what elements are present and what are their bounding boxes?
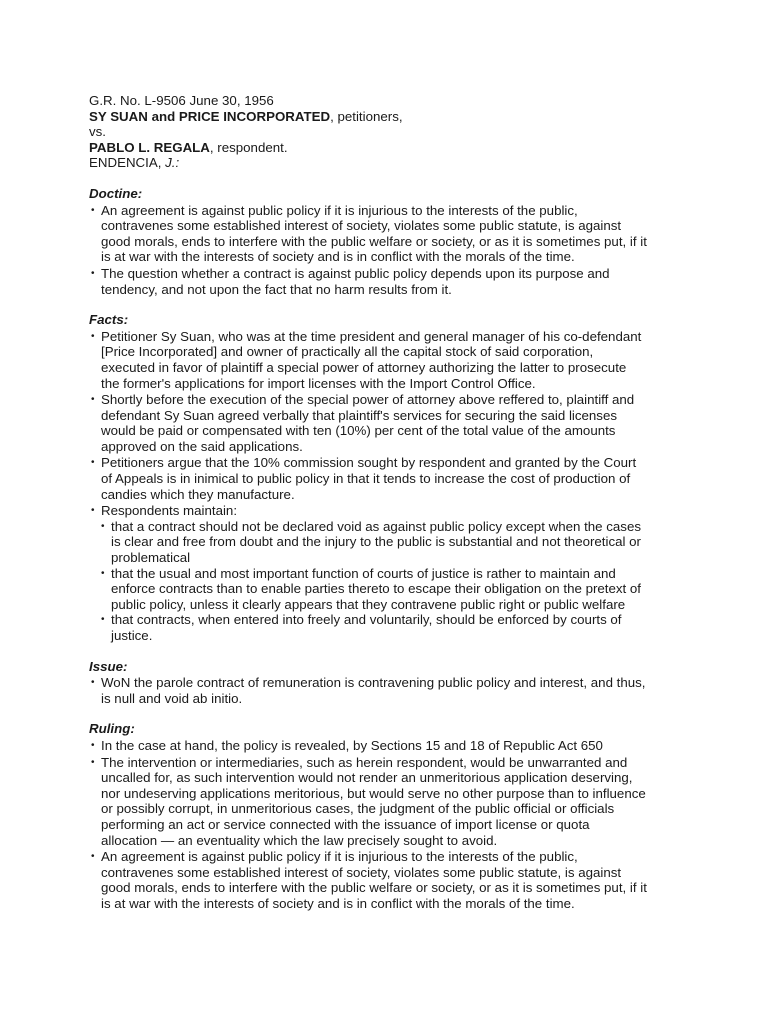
list-item-line: is at war with the interests of society and is in conflict with the morals of the time. [101,249,575,265]
list-item [89,519,689,566]
respondent-name: PABLO L. REGALA [89,139,210,155]
list-item-line: • Petitioners argue that the 10% commission sought by respondent and granted by the Court [101,455,637,471]
doctrine-list [89,203,689,298]
petitioners-name: SY SUAN and PRICE INCORPORATED [89,108,331,124]
list-item-line: • that contracts, when entered into freely and voluntarily, should be enforced by courts of [111,612,622,628]
list-item-line: is at war with the interests of society and is in conflict with the morals of the time. [101,895,575,911]
list-item-line: • that a contract should not be declared void as against public policy except when the cases [111,518,641,534]
list-item-line: • Shortly before the execution of the special power of attorney above reffered to, plaintiff and [101,392,635,408]
list-item [89,566,689,613]
list-item-line: good morals, ends to interfere with the public welfare or society, or as it is sometimes put, if it [101,880,647,896]
list-item-line: • that the usual and most important function of courts of justice is rather to maintain and [111,565,616,581]
list-item [89,755,689,849]
list-item-line: • In the case at hand, the policy is revealed, by Sections 15 and 18 of Republic Act 650 [101,737,603,753]
case-number: G.R. No. L-9506 June 30, 1956 [89,93,274,108]
list-item [89,849,689,911]
doctrine-title: Doctine: [89,185,143,201]
list-item-line: [Price Incorporated] and owner of practically all the capital stock of said corporation, [101,344,594,360]
list-item-line: • Petitioner Sy Suan, who was at the time president and general manager of his co-defendant [101,328,642,344]
petitioners-role: , petitioners, [330,108,403,124]
list-item [89,503,689,519]
petitioners-line [89,109,689,125]
list-item-line: performing an act or service connected with the issuance of import license or quota [101,816,590,832]
ponente-suffix: J.: [161,155,180,171]
list-item [89,203,689,265]
document-page [89,93,689,912]
list-item-line: • The question whether a contract is against public policy depends upon its purpose and [101,265,610,281]
list-item-line: • WoN the parole contract of remuneration is contravening public policy and interest, and thus, [101,675,646,691]
list-item [89,329,689,391]
list-item-line: approved on the said applications. [101,438,303,454]
facts-list [89,329,689,519]
list-item-line: or possibly corrupt, in unmeritorious cases, the judgment of the public official or officials [101,801,615,817]
ruling-title: Ruling: [89,721,135,737]
list-item-line: is clear and free from doubt and the injury to the public is substantial and not theoretical or [111,534,641,550]
list-item-line: • The intervention or intermediaries, such as herein respondent, would be unwarranted and [101,754,628,770]
facts-title: Facts: [89,312,129,328]
list-item-line: • Respondents maintain: [101,503,238,519]
list-item [89,392,689,454]
list-item-line: allocation — an eventuality which the law precisely sought to avoid. [101,832,498,848]
list-item [89,455,689,502]
list-item [89,612,689,643]
ponente-name: ENDENCIA, [89,155,162,171]
list-item-line: • An agreement is against public policy if it is injurious to the interests of the public, [101,849,578,865]
list-item-line: • An agreement is against public policy if it is injurious to the interests of the public, [101,202,578,218]
list-item-line: uncalled for, as such intervention would not render an unmeritorious application deserving, [101,770,633,786]
list-item-line: good morals, ends to interfere with the public welfare or society, or as it is sometimes put, if it [101,233,647,249]
ponente-line [89,155,689,171]
list-item-line: of Appeals is in inimical to public policy in that it tends to increase the cost of production of [101,471,631,487]
list-item-line: contravenes some established interest of society, violates some public statute, is against [101,218,622,234]
list-item [89,266,689,297]
list-item-line: the former's applications for import licenses with the Import Control Office. [101,375,536,391]
respondent-line [89,140,689,156]
list-item-line: problematical [111,550,191,566]
ruling-list [89,738,689,912]
list-item-line: enforce contracts than to enable parties thereto to escape their obligation on the pretext of [111,581,641,597]
list-item-line: is null and void ab initio. [101,690,243,706]
list-item-line: defendant Sy Suan agreed verbally that plaintiff's services for securing the said licenses [101,407,617,423]
case-header [89,93,689,171]
list-item-line: tendency, and not upon the fact that no harm results from it. [101,281,452,297]
list-item-line: would be paid or compensated with ten (10%) per cent of the total value of the amounts [101,423,616,439]
issue-title: Issue: [89,658,128,674]
list-item [89,738,689,754]
versus-text: vs. [89,124,106,140]
list-item-line: executed in favor of plaintiff a special power of attorney authorizing the latter to prosecute [101,359,627,375]
list-item-line: nor undeserving applications meritorious, but would serve no other purpose than to influence [101,785,646,801]
respondent-role: , respondent. [209,139,288,155]
list-item [89,675,689,706]
list-item-line: candies which they manufacture. [101,486,295,502]
list-item-line: justice. [111,628,153,643]
list-item-line: public policy, unless it clearly appears that they contravene public right or public welfare [111,596,626,612]
issue-list [89,675,689,706]
list-item-line: contravenes some established interest of society, violates some public statute, is against [101,864,622,880]
facts-sub-list [89,519,689,644]
